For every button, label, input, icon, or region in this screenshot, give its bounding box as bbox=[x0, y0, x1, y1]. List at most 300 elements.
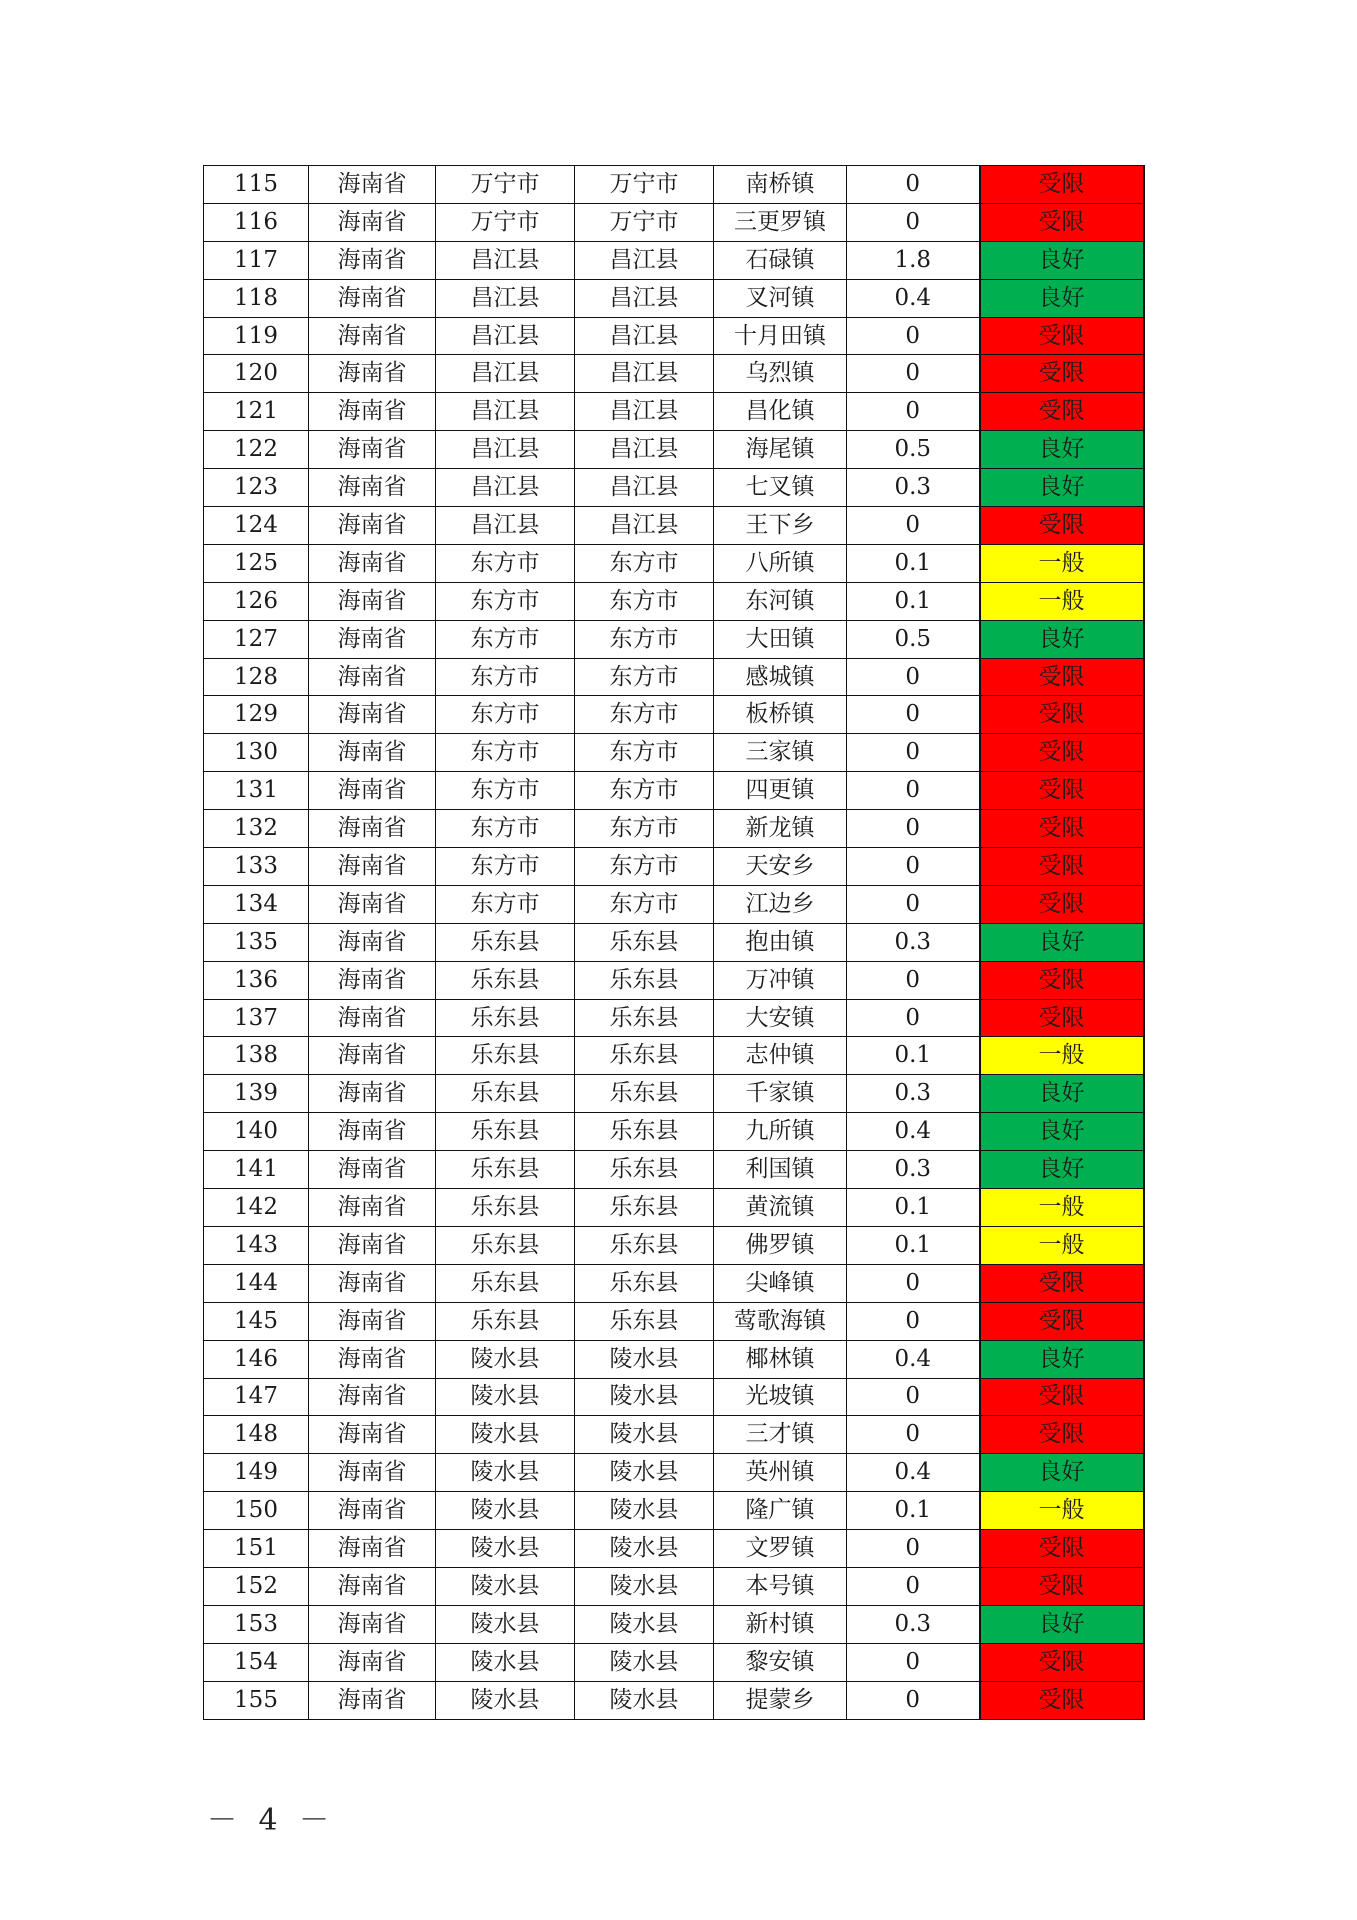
city-cell: 陵水县 bbox=[436, 1416, 575, 1454]
table-row bbox=[204, 1075, 1144, 1113]
county-cell: 乐东县 bbox=[575, 923, 714, 961]
value-cell: 0.3 bbox=[847, 469, 980, 507]
city-cell: 东方市 bbox=[436, 848, 575, 886]
row-index: 138 bbox=[204, 1037, 309, 1075]
province-cell: 海南省 bbox=[309, 658, 436, 696]
table-row bbox=[204, 582, 1144, 620]
table-row bbox=[204, 1643, 1144, 1681]
status-cell: 良好 bbox=[980, 1075, 1144, 1113]
province-cell: 海南省 bbox=[309, 582, 436, 620]
province-cell: 海南省 bbox=[309, 1681, 436, 1719]
province-cell: 海南省 bbox=[309, 1113, 436, 1151]
town-cell: 志仲镇 bbox=[714, 1037, 847, 1075]
table-row bbox=[204, 431, 1144, 469]
county-cell: 昌江县 bbox=[575, 241, 714, 279]
row-index: 149 bbox=[204, 1454, 309, 1492]
row-index: 135 bbox=[204, 923, 309, 961]
town-cell: 王下乡 bbox=[714, 507, 847, 545]
county-cell: 东方市 bbox=[575, 734, 714, 772]
row-index: 145 bbox=[204, 1302, 309, 1340]
value-cell: 0.4 bbox=[847, 1113, 980, 1151]
row-index: 132 bbox=[204, 810, 309, 848]
town-cell: 三家镇 bbox=[714, 734, 847, 772]
city-cell: 陵水县 bbox=[436, 1643, 575, 1681]
county-cell: 陵水县 bbox=[575, 1530, 714, 1568]
town-status-table bbox=[203, 165, 1145, 1720]
county-cell: 乐东县 bbox=[575, 1189, 714, 1227]
table-row bbox=[204, 1037, 1144, 1075]
city-cell: 乐东县 bbox=[436, 999, 575, 1037]
table-row bbox=[204, 1113, 1144, 1151]
province-cell: 海南省 bbox=[309, 1302, 436, 1340]
table-row bbox=[204, 1416, 1144, 1454]
value-cell: 0 bbox=[847, 393, 980, 431]
status-cell: 受限 bbox=[980, 203, 1144, 241]
status-cell: 受限 bbox=[980, 734, 1144, 772]
status-cell: 受限 bbox=[980, 507, 1144, 545]
status-cell: 受限 bbox=[980, 317, 1144, 355]
province-cell: 海南省 bbox=[309, 1567, 436, 1605]
town-cell: 英州镇 bbox=[714, 1454, 847, 1492]
row-index: 137 bbox=[204, 999, 309, 1037]
table-row bbox=[204, 658, 1144, 696]
province-cell: 海南省 bbox=[309, 1643, 436, 1681]
value-cell: 0.5 bbox=[847, 620, 980, 658]
city-cell: 乐东县 bbox=[436, 1226, 575, 1264]
value-cell: 0.3 bbox=[847, 1151, 980, 1189]
city-cell: 昌江县 bbox=[436, 355, 575, 393]
town-cell: 昌化镇 bbox=[714, 393, 847, 431]
row-index: 126 bbox=[204, 582, 309, 620]
table-row bbox=[204, 1226, 1144, 1264]
town-cell: 十月田镇 bbox=[714, 317, 847, 355]
status-cell: 一般 bbox=[980, 1226, 1144, 1264]
table-row bbox=[204, 1378, 1144, 1416]
table-row bbox=[204, 1454, 1144, 1492]
value-cell: 0 bbox=[847, 507, 980, 545]
value-cell: 0.1 bbox=[847, 1189, 980, 1227]
province-cell: 海南省 bbox=[309, 469, 436, 507]
county-cell: 昌江县 bbox=[575, 393, 714, 431]
city-cell: 陵水县 bbox=[436, 1492, 575, 1530]
status-cell: 受限 bbox=[980, 696, 1144, 734]
table-row bbox=[204, 620, 1144, 658]
province-cell: 海南省 bbox=[309, 620, 436, 658]
status-cell: 一般 bbox=[980, 1492, 1144, 1530]
row-index: 125 bbox=[204, 544, 309, 582]
county-cell: 陵水县 bbox=[575, 1681, 714, 1719]
row-index: 124 bbox=[204, 507, 309, 545]
town-cell: 利国镇 bbox=[714, 1151, 847, 1189]
city-cell: 东方市 bbox=[436, 582, 575, 620]
province-cell: 海南省 bbox=[309, 1416, 436, 1454]
province-cell: 海南省 bbox=[309, 166, 436, 204]
province-cell: 海南省 bbox=[309, 544, 436, 582]
province-cell: 海南省 bbox=[309, 241, 436, 279]
table-row bbox=[204, 507, 1144, 545]
town-cell: 四更镇 bbox=[714, 772, 847, 810]
town-cell: 大田镇 bbox=[714, 620, 847, 658]
value-cell: 0.4 bbox=[847, 1454, 980, 1492]
row-index: 121 bbox=[204, 393, 309, 431]
town-cell: 叉河镇 bbox=[714, 279, 847, 317]
value-cell: 0.3 bbox=[847, 1075, 980, 1113]
table-row bbox=[204, 393, 1144, 431]
row-index: 130 bbox=[204, 734, 309, 772]
city-cell: 乐东县 bbox=[436, 1113, 575, 1151]
town-cell: 文罗镇 bbox=[714, 1530, 847, 1568]
row-index: 128 bbox=[204, 658, 309, 696]
status-cell: 良好 bbox=[980, 1113, 1144, 1151]
province-cell: 海南省 bbox=[309, 696, 436, 734]
value-cell: 0 bbox=[847, 1567, 980, 1605]
table-row bbox=[204, 1264, 1144, 1302]
province-cell: 海南省 bbox=[309, 431, 436, 469]
table-row bbox=[204, 1605, 1144, 1643]
city-cell: 昌江县 bbox=[436, 279, 575, 317]
province-cell: 海南省 bbox=[309, 772, 436, 810]
town-cell: 南桥镇 bbox=[714, 166, 847, 204]
city-cell: 陵水县 bbox=[436, 1605, 575, 1643]
status-cell: 良好 bbox=[980, 241, 1144, 279]
county-cell: 陵水县 bbox=[575, 1454, 714, 1492]
county-cell: 乐东县 bbox=[575, 961, 714, 999]
status-cell: 受限 bbox=[980, 885, 1144, 923]
value-cell: 0 bbox=[847, 696, 980, 734]
province-cell: 海南省 bbox=[309, 1605, 436, 1643]
city-cell: 乐东县 bbox=[436, 1189, 575, 1227]
province-cell: 海南省 bbox=[309, 734, 436, 772]
value-cell: 0 bbox=[847, 1416, 980, 1454]
table-row bbox=[204, 544, 1144, 582]
value-cell: 0.1 bbox=[847, 1037, 980, 1075]
town-cell: 提蒙乡 bbox=[714, 1681, 847, 1719]
province-cell: 海南省 bbox=[309, 355, 436, 393]
table-row bbox=[204, 1530, 1144, 1568]
county-cell: 东方市 bbox=[575, 544, 714, 582]
row-index: 146 bbox=[204, 1340, 309, 1378]
status-cell: 受限 bbox=[980, 393, 1144, 431]
city-cell: 东方市 bbox=[436, 772, 575, 810]
county-cell: 陵水县 bbox=[575, 1605, 714, 1643]
row-index: 133 bbox=[204, 848, 309, 886]
province-cell: 海南省 bbox=[309, 317, 436, 355]
town-cell: 抱由镇 bbox=[714, 923, 847, 961]
county-cell: 陵水县 bbox=[575, 1567, 714, 1605]
city-cell: 陵水县 bbox=[436, 1454, 575, 1492]
row-index: 123 bbox=[204, 469, 309, 507]
city-cell: 昌江县 bbox=[436, 393, 575, 431]
city-cell: 乐东县 bbox=[436, 1075, 575, 1113]
town-cell: 三才镇 bbox=[714, 1416, 847, 1454]
town-cell: 石碌镇 bbox=[714, 241, 847, 279]
value-cell: 0.1 bbox=[847, 1226, 980, 1264]
status-cell: 受限 bbox=[980, 1302, 1144, 1340]
city-cell: 万宁市 bbox=[436, 203, 575, 241]
status-cell: 一般 bbox=[980, 582, 1144, 620]
county-cell: 陵水县 bbox=[575, 1378, 714, 1416]
province-cell: 海南省 bbox=[309, 1340, 436, 1378]
row-index: 115 bbox=[204, 166, 309, 204]
value-cell: 0 bbox=[847, 1643, 980, 1681]
status-cell: 受限 bbox=[980, 1530, 1144, 1568]
town-cell: 江边乡 bbox=[714, 885, 847, 923]
county-cell: 乐东县 bbox=[575, 1075, 714, 1113]
row-index: 143 bbox=[204, 1226, 309, 1264]
county-cell: 东方市 bbox=[575, 885, 714, 923]
province-cell: 海南省 bbox=[309, 1226, 436, 1264]
province-cell: 海南省 bbox=[309, 279, 436, 317]
status-cell: 一般 bbox=[980, 1189, 1144, 1227]
town-cell: 莺歌海镇 bbox=[714, 1302, 847, 1340]
province-cell: 海南省 bbox=[309, 1378, 436, 1416]
town-cell: 光坡镇 bbox=[714, 1378, 847, 1416]
status-cell: 受限 bbox=[980, 999, 1144, 1037]
value-cell: 0.4 bbox=[847, 1340, 980, 1378]
city-cell: 昌江县 bbox=[436, 507, 575, 545]
city-cell: 陵水县 bbox=[436, 1567, 575, 1605]
province-cell: 海南省 bbox=[309, 848, 436, 886]
status-cell: 受限 bbox=[980, 1264, 1144, 1302]
city-cell: 昌江县 bbox=[436, 317, 575, 355]
table-row bbox=[204, 1189, 1144, 1227]
row-index: 140 bbox=[204, 1113, 309, 1151]
county-cell: 东方市 bbox=[575, 582, 714, 620]
county-cell: 东方市 bbox=[575, 696, 714, 734]
city-cell: 乐东县 bbox=[436, 923, 575, 961]
county-cell: 东方市 bbox=[575, 620, 714, 658]
status-cell: 受限 bbox=[980, 1681, 1144, 1719]
province-cell: 海南省 bbox=[309, 1492, 436, 1530]
row-index: 150 bbox=[204, 1492, 309, 1530]
row-index: 142 bbox=[204, 1189, 309, 1227]
city-cell: 乐东县 bbox=[436, 1264, 575, 1302]
town-cell: 本号镇 bbox=[714, 1567, 847, 1605]
value-cell: 0 bbox=[847, 885, 980, 923]
table-row bbox=[204, 810, 1144, 848]
town-cell: 黄流镇 bbox=[714, 1189, 847, 1227]
value-cell: 0 bbox=[847, 810, 980, 848]
status-cell: 良好 bbox=[980, 923, 1144, 961]
value-cell: 1.8 bbox=[847, 241, 980, 279]
county-cell: 东方市 bbox=[575, 848, 714, 886]
province-cell: 海南省 bbox=[309, 1075, 436, 1113]
status-cell: 良好 bbox=[980, 1605, 1144, 1643]
status-cell: 一般 bbox=[980, 544, 1144, 582]
row-index: 119 bbox=[204, 317, 309, 355]
province-cell: 海南省 bbox=[309, 1264, 436, 1302]
city-cell: 东方市 bbox=[436, 696, 575, 734]
province-cell: 海南省 bbox=[309, 203, 436, 241]
city-cell: 昌江县 bbox=[436, 241, 575, 279]
town-cell: 万冲镇 bbox=[714, 961, 847, 999]
county-cell: 陵水县 bbox=[575, 1643, 714, 1681]
status-cell: 受限 bbox=[980, 658, 1144, 696]
value-cell: 0 bbox=[847, 658, 980, 696]
town-cell: 新村镇 bbox=[714, 1605, 847, 1643]
status-cell: 良好 bbox=[980, 1454, 1144, 1492]
value-cell: 0 bbox=[847, 1378, 980, 1416]
county-cell: 乐东县 bbox=[575, 1302, 714, 1340]
county-cell: 万宁市 bbox=[575, 203, 714, 241]
county-cell: 昌江县 bbox=[575, 317, 714, 355]
town-cell: 东河镇 bbox=[714, 582, 847, 620]
county-cell: 乐东县 bbox=[575, 999, 714, 1037]
county-cell: 昌江县 bbox=[575, 431, 714, 469]
province-cell: 海南省 bbox=[309, 923, 436, 961]
value-cell: 0 bbox=[847, 1302, 980, 1340]
county-cell: 东方市 bbox=[575, 658, 714, 696]
city-cell: 东方市 bbox=[436, 810, 575, 848]
city-cell: 陵水县 bbox=[436, 1340, 575, 1378]
status-cell: 一般 bbox=[980, 1037, 1144, 1075]
city-cell: 东方市 bbox=[436, 620, 575, 658]
row-index: 127 bbox=[204, 620, 309, 658]
table-row bbox=[204, 999, 1144, 1037]
status-cell: 受限 bbox=[980, 810, 1144, 848]
value-cell: 0.5 bbox=[847, 431, 980, 469]
town-cell: 海尾镇 bbox=[714, 431, 847, 469]
table-row bbox=[204, 1567, 1144, 1605]
row-index: 117 bbox=[204, 241, 309, 279]
table-row bbox=[204, 961, 1144, 999]
value-cell: 0 bbox=[847, 1264, 980, 1302]
status-cell: 受限 bbox=[980, 166, 1144, 204]
county-cell: 乐东县 bbox=[575, 1151, 714, 1189]
row-index: 134 bbox=[204, 885, 309, 923]
value-cell: 0 bbox=[847, 166, 980, 204]
county-cell: 东方市 bbox=[575, 810, 714, 848]
row-index: 151 bbox=[204, 1530, 309, 1568]
value-cell: 0.4 bbox=[847, 279, 980, 317]
county-cell: 乐东县 bbox=[575, 1113, 714, 1151]
city-cell: 万宁市 bbox=[436, 166, 575, 204]
province-cell: 海南省 bbox=[309, 961, 436, 999]
city-cell: 乐东县 bbox=[436, 961, 575, 999]
row-index: 139 bbox=[204, 1075, 309, 1113]
status-cell: 受限 bbox=[980, 848, 1144, 886]
status-cell: 受限 bbox=[980, 1643, 1144, 1681]
table-row bbox=[204, 772, 1144, 810]
table-row bbox=[204, 885, 1144, 923]
value-cell: 0.1 bbox=[847, 1492, 980, 1530]
town-cell: 七叉镇 bbox=[714, 469, 847, 507]
city-cell: 乐东县 bbox=[436, 1151, 575, 1189]
city-cell: 东方市 bbox=[436, 734, 575, 772]
city-cell: 陵水县 bbox=[436, 1378, 575, 1416]
table-row bbox=[204, 469, 1144, 507]
value-cell: 0 bbox=[847, 734, 980, 772]
page-number: － 4 － bbox=[207, 1803, 336, 1838]
value-cell: 0 bbox=[847, 999, 980, 1037]
town-cell: 三更罗镇 bbox=[714, 203, 847, 241]
status-cell: 受限 bbox=[980, 1378, 1144, 1416]
value-cell: 0 bbox=[847, 1530, 980, 1568]
status-cell: 良好 bbox=[980, 1340, 1144, 1378]
county-cell: 昌江县 bbox=[575, 355, 714, 393]
province-cell: 海南省 bbox=[309, 999, 436, 1037]
province-cell: 海南省 bbox=[309, 1454, 436, 1492]
county-cell: 东方市 bbox=[575, 772, 714, 810]
value-cell: 0 bbox=[847, 1681, 980, 1719]
status-cell: 良好 bbox=[980, 469, 1144, 507]
row-index: 148 bbox=[204, 1416, 309, 1454]
value-cell: 0 bbox=[847, 961, 980, 999]
value-cell: 0 bbox=[847, 772, 980, 810]
table-row bbox=[204, 734, 1144, 772]
status-cell: 受限 bbox=[980, 961, 1144, 999]
county-cell: 陵水县 bbox=[575, 1492, 714, 1530]
table-row bbox=[204, 317, 1144, 355]
town-cell: 新龙镇 bbox=[714, 810, 847, 848]
table-row bbox=[204, 696, 1144, 734]
city-cell: 乐东县 bbox=[436, 1037, 575, 1075]
town-cell: 佛罗镇 bbox=[714, 1226, 847, 1264]
table-row bbox=[204, 203, 1144, 241]
table-row bbox=[204, 1302, 1144, 1340]
value-cell: 0 bbox=[847, 355, 980, 393]
table-row bbox=[204, 166, 1144, 204]
city-cell: 东方市 bbox=[436, 544, 575, 582]
city-cell: 昌江县 bbox=[436, 431, 575, 469]
row-index: 144 bbox=[204, 1264, 309, 1302]
town-cell: 隆广镇 bbox=[714, 1492, 847, 1530]
county-cell: 万宁市 bbox=[575, 166, 714, 204]
county-cell: 昌江县 bbox=[575, 279, 714, 317]
status-cell: 受限 bbox=[980, 1567, 1144, 1605]
row-index: 154 bbox=[204, 1643, 309, 1681]
province-cell: 海南省 bbox=[309, 507, 436, 545]
value-cell: 0 bbox=[847, 317, 980, 355]
table-row bbox=[204, 1151, 1144, 1189]
town-cell: 乌烈镇 bbox=[714, 355, 847, 393]
status-cell: 良好 bbox=[980, 1151, 1144, 1189]
status-cell: 良好 bbox=[980, 431, 1144, 469]
town-cell: 九所镇 bbox=[714, 1113, 847, 1151]
town-cell: 感城镇 bbox=[714, 658, 847, 696]
value-cell: 0.3 bbox=[847, 923, 980, 961]
county-cell: 乐东县 bbox=[575, 1264, 714, 1302]
row-index: 152 bbox=[204, 1567, 309, 1605]
city-cell: 乐东县 bbox=[436, 1302, 575, 1340]
row-index: 116 bbox=[204, 203, 309, 241]
row-index: 118 bbox=[204, 279, 309, 317]
status-cell: 受限 bbox=[980, 355, 1144, 393]
town-cell: 千家镇 bbox=[714, 1075, 847, 1113]
city-cell: 东方市 bbox=[436, 885, 575, 923]
value-cell: 0 bbox=[847, 848, 980, 886]
table-body bbox=[204, 166, 1144, 1720]
town-cell: 尖峰镇 bbox=[714, 1264, 847, 1302]
status-cell: 受限 bbox=[980, 772, 1144, 810]
table-row bbox=[204, 1340, 1144, 1378]
value-cell: 0.1 bbox=[847, 544, 980, 582]
town-cell: 椰林镇 bbox=[714, 1340, 847, 1378]
row-index: 120 bbox=[204, 355, 309, 393]
province-cell: 海南省 bbox=[309, 393, 436, 431]
table-row bbox=[204, 1492, 1144, 1530]
table-row bbox=[204, 355, 1144, 393]
county-cell: 陵水县 bbox=[575, 1416, 714, 1454]
town-cell: 八所镇 bbox=[714, 544, 847, 582]
city-cell: 陵水县 bbox=[436, 1681, 575, 1719]
province-cell: 海南省 bbox=[309, 1189, 436, 1227]
row-index: 155 bbox=[204, 1681, 309, 1719]
county-cell: 陵水县 bbox=[575, 1340, 714, 1378]
row-index: 136 bbox=[204, 961, 309, 999]
table-row bbox=[204, 923, 1144, 961]
province-cell: 海南省 bbox=[309, 810, 436, 848]
